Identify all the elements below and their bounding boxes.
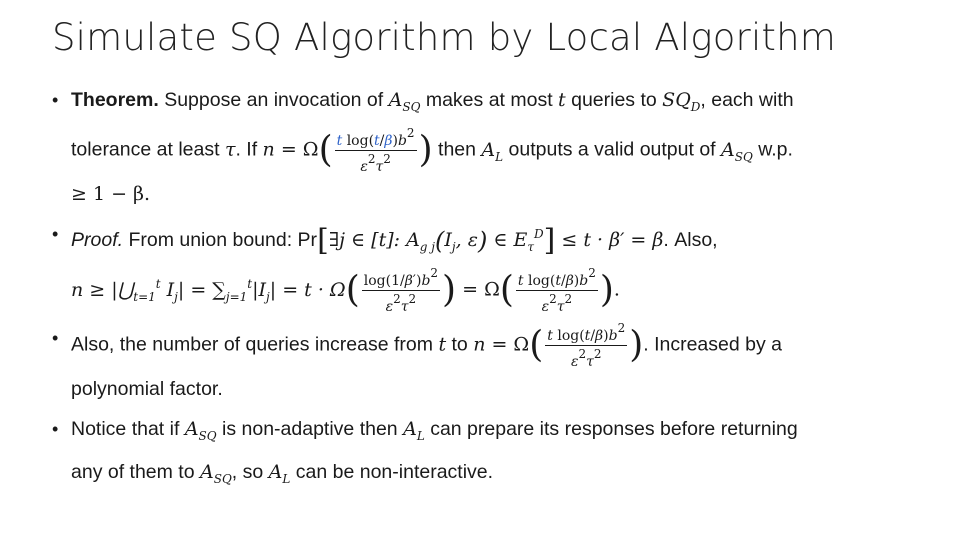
math-prob-bound: ≥ 1 − β. xyxy=(71,183,151,205)
theorem-label: Theorem. xyxy=(71,89,159,111)
math-tau: τ xyxy=(224,138,236,161)
math-n-bound: $n \ge |⋃_{t=1}^t$ $I_j| = \sum_{j=1}^t|I_j| = t \cdot \Omega$ xyxy=(71,276,346,304)
text: . Increased by a xyxy=(643,333,782,356)
bullet-queries: • Also, the number of queries increase from t to n = Ω( $\frac{\text{t log(t/β)b2}}{\varepsilon 2\tau 2}$ ). Increased by a polynomial factor. xyxy=(52,321,782,400)
text: can be non-interactive. xyxy=(290,461,494,483)
math-A-SQ: $A_{SQ}$ xyxy=(721,138,753,164)
math-SQ-D: $SQ_D$ xyxy=(662,89,701,114)
text: then xyxy=(432,138,482,161)
fraction: $\frac{\text{t log(t/β)b2}}{\varepsilon 2\tau 2}$ xyxy=(547,321,626,370)
math-A-L: $A_L$ xyxy=(481,138,504,164)
math-A-L: $A_L$ xyxy=(403,418,425,443)
text: tolerance at least xyxy=(71,138,225,161)
bullet-theorem: • Theorem. Suppose an invocation of $A_{SQ}$ makes at most t queries to $SQ_D$, each with tolerance at least τ. If n = Ω( $\frac{\text{t log(t/β)b2}}{\varepsilon 2\tau 2}$ ) then $A_L$ outputs a valid output of $A_{SQ}$ w.p. ≥ 1 − β. xyxy=(52,82,922,212)
text: w.p. xyxy=(752,138,793,161)
math-union-bound: ∃j ∈ [t]: $A_{g j}(I_j$, ε) ∈ $E_\tau^D$ xyxy=(328,227,544,255)
text: makes at most xyxy=(420,89,559,111)
text: Also, the number of queries increase from xyxy=(71,333,439,356)
text: can prepare its responses before returning xyxy=(424,418,798,440)
fraction: $\frac{\text{t log(t/β)b2}}{\varepsilon 2\tau 2}$ xyxy=(336,126,415,175)
math-A-SQ: $A_{SQ}$ xyxy=(388,89,421,114)
text: Suppose an invocation of xyxy=(158,89,389,111)
text: queries to xyxy=(565,89,663,111)
text: , each with xyxy=(700,89,794,111)
text: . If xyxy=(235,138,263,161)
math-A-SQ: $A_{SQ}$ xyxy=(200,461,232,486)
slide-title: Simulate SQ Algorithm by Local Algorithm xyxy=(52,16,837,59)
math-n-omega: n xyxy=(262,138,275,161)
proof-label: Proof. xyxy=(71,229,124,251)
bullet-marker: • xyxy=(52,328,59,348)
math-t: t xyxy=(438,333,447,356)
bullet-marker: • xyxy=(52,419,59,439)
math-A-L: $A_L$ xyxy=(268,461,291,486)
bullet-marker: • xyxy=(52,90,59,110)
text: polynomial factor. xyxy=(71,378,223,400)
bullet-marker: • xyxy=(52,224,59,244)
math-n-omega: n xyxy=(473,333,486,356)
math-A-SQ: $A_{SQ}$ xyxy=(184,418,217,443)
bullet-proof: • Proof. From union bound: Pr[∃j ∈ [t]: $A_{g j}(I_j$, ε) ∈ $E_\tau^D] \le t \cdot \beta' = \beta$. Also, $n \ge |⋃_{t=1}^t$ $I_j| = \sum_{j=1}^t|I_j| = t \cdot \Omega$( $\frac{\log(1/\beta')b2}{\varepsilon 2\tau 2}$ ) = Ω( $\frac{\text{t log(t/β)b2}}{\varepsilon 2\tau 2}$ ). xyxy=(52,216,922,316)
bullet-list xyxy=(52,82,922,501)
fraction: $\frac{\text{t log(t/β)b2}}{\varepsilon 2\tau 2}$ xyxy=(517,266,596,315)
text: Notice that if xyxy=(71,418,185,440)
text: . Also, xyxy=(663,229,718,251)
text: From union bound: Pr xyxy=(123,229,318,251)
text: to xyxy=(446,333,474,356)
text: any of them to xyxy=(71,461,200,483)
text: outputs a valid output of xyxy=(503,138,722,161)
text: is non-adaptive then xyxy=(216,418,404,440)
bullet-non-adaptive xyxy=(52,411,922,497)
math-t: t xyxy=(558,89,566,111)
fraction: $\frac{\log(1/\beta')b2}{\varepsilon 2\tau 2}$ xyxy=(363,266,439,315)
text: , so xyxy=(231,461,269,483)
